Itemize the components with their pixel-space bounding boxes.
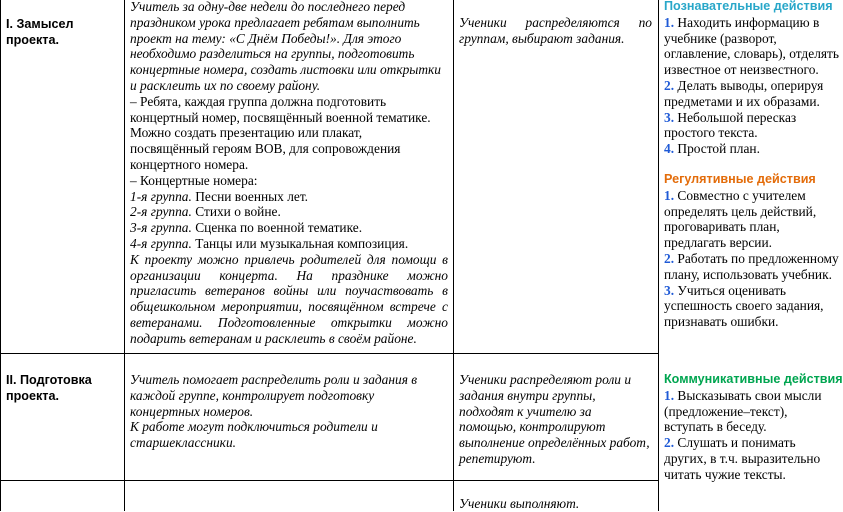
- row-divider: [0, 480, 659, 481]
- text-line: задания внутри группы,: [459, 387, 596, 403]
- outcome-line: [664, 435, 824, 451]
- text-line: старшеклассники.: [130, 435, 236, 451]
- outcome-line: [664, 388, 824, 404]
- parents-note: [130, 252, 448, 347]
- stage-1-title: [6, 16, 121, 48]
- outcome-text: Работать по предложенному: [677, 250, 839, 266]
- text-line: Ученики распределяют роли и: [459, 372, 632, 387]
- group-item: [130, 220, 448, 236]
- stage-1-students-activity: [459, 15, 652, 47]
- students-line: Ученики выполняют.: [459, 496, 580, 511]
- outcome-text: простого текста.: [664, 125, 758, 141]
- outcome-number: 3.: [664, 282, 675, 298]
- group-label: 2-я группа.: [130, 204, 192, 220]
- outcome-number: 4.: [664, 141, 675, 157]
- outcome-number: 3.: [664, 109, 675, 125]
- group-item: [130, 189, 448, 205]
- outcome-number: 1.: [664, 14, 675, 30]
- outcome-line: [664, 110, 824, 126]
- outcome-text: Находить информацию в: [677, 14, 820, 30]
- text-line: проект на тему: «С Днём Победы!». Для этого: [130, 30, 402, 46]
- text-line: праздником урока предлагает ребятам выполнить: [130, 14, 420, 30]
- outcome-number: 1.: [664, 387, 675, 403]
- text-line: помощью, контролируют: [459, 419, 606, 435]
- outcome-text: Простой план.: [677, 141, 760, 157]
- outcome-line: [664, 204, 824, 220]
- outcome-text: предметами и их образами.: [664, 93, 820, 109]
- outcome-number: 2.: [664, 435, 675, 451]
- row-divider: [0, 353, 659, 354]
- outcome-text: проговаривать план,: [664, 219, 780, 235]
- outcome-line: [664, 404, 824, 420]
- outcome-text: учебнике (разворот,: [664, 30, 777, 46]
- text-line: Учитель за одну-две недели до последнего перед: [130, 0, 406, 14]
- text-line: пригласить ветеранов войны или поучаствовать в: [130, 283, 448, 299]
- text-line: К проекту можно привлечь родителей для помощи в: [130, 251, 448, 267]
- outcome-text: известное от неизвестного.: [664, 62, 819, 78]
- outcome-text: предлагать версии.: [664, 235, 772, 251]
- outcome-line: [664, 31, 824, 47]
- outcome-text: Небольшой пересказ: [677, 109, 797, 125]
- outcome-text: Высказывать свои мысли: [677, 387, 822, 403]
- group-activity: Сценка по военной тематике.: [195, 220, 363, 236]
- outcome-text: плану, использовать учебник.: [664, 266, 832, 282]
- outcome-text: успешность своего задания,: [664, 298, 824, 314]
- text-line: каждой группе, контролирует подготовку: [130, 387, 375, 403]
- text-line: подарить ветеранам и расклеить в своём районе.: [130, 330, 417, 346]
- text-line: концертные номера, создать листовки или открытки: [130, 62, 441, 78]
- text-line: концертный номер, посвящённый военной тематике.: [130, 109, 431, 125]
- outcome-number: 1.: [664, 187, 675, 203]
- text-line: необходимо разделиться на группы, подготовить: [130, 46, 415, 62]
- outcome-text: Совместно с учителем: [677, 187, 806, 203]
- outcome-line: [664, 62, 824, 78]
- outcome-text: определять цель действий,: [664, 203, 817, 219]
- column-divider: [124, 0, 125, 511]
- communicative-heading: Коммуникативные действия: [664, 372, 843, 386]
- teacher-intro: [130, 0, 448, 94]
- outcome-line: [664, 141, 824, 157]
- text-line: выполнение определённых работ,: [459, 435, 650, 451]
- outcome-line: [664, 235, 824, 251]
- table-border-left: [0, 0, 1, 511]
- outcome-text: других, в т.ч. выразительно: [664, 450, 821, 466]
- outcome-text: вступать в беседу.: [664, 419, 767, 435]
- stage-1-teacher-activity: [130, 0, 448, 347]
- outcome-line: [664, 419, 824, 435]
- outcome-text: Слушать и понимать: [677, 435, 796, 451]
- text-line: – Ребята, каждая группа должна подготовить: [130, 93, 387, 109]
- spacer: [664, 157, 824, 172]
- text-line: общешкольном мероприятии, посвящённом встрече с: [130, 299, 448, 315]
- communicative-actions: [664, 372, 843, 483]
- cognitive-heading: Познавательные действия: [664, 0, 833, 13]
- stage-2-teacher-activity: [130, 372, 448, 451]
- text-line: – Концертные номера:: [130, 172, 258, 188]
- learning-outcomes: [664, 0, 839, 330]
- outcome-number: 2.: [664, 77, 675, 93]
- outcome-line: [664, 188, 824, 204]
- text-line: Можно создать презентацию или плакат,: [130, 125, 363, 141]
- outcome-text: признавать ошибки.: [664, 314, 779, 330]
- outcome-line: [664, 125, 824, 141]
- stage-1-title-line: проекта.: [6, 33, 59, 47]
- concert-groups-list: [130, 189, 448, 252]
- students-line: группам, выбирают задания.: [459, 30, 625, 46]
- column-divider: [658, 0, 659, 511]
- teacher-instructions: [130, 94, 448, 189]
- outcome-text: (предложение–текст),: [664, 403, 788, 419]
- stage-1-title-line: I. Замысел: [6, 17, 74, 31]
- cognitive-actions: [664, 0, 839, 157]
- outcome-line: [664, 250, 839, 267]
- outcome-line: [664, 298, 824, 314]
- text-line: Учитель помогает распределить роли и задания в: [130, 372, 418, 387]
- outcome-line: [664, 266, 832, 283]
- outcome-line: [664, 314, 824, 330]
- group-activity: Стихи о войне.: [195, 204, 281, 220]
- outcome-line: [664, 451, 824, 467]
- stage-2-title-line: проекта.: [6, 389, 59, 403]
- students-line: Ученики распределяются по: [459, 15, 652, 30]
- text-line: К работе могут подключиться родители и: [130, 419, 378, 435]
- group-label: 1-я группа.: [130, 188, 192, 204]
- outcome-line: [664, 94, 824, 110]
- stage-2-title-line: II. Подготовка: [6, 373, 92, 387]
- text-line: концертных номеров.: [130, 403, 254, 419]
- group-activity: Песни военных лет.: [195, 188, 309, 204]
- outcome-line: [664, 46, 839, 62]
- text-line: и расклеить их по своему району.: [130, 77, 321, 93]
- stage-2-title: [6, 372, 121, 404]
- group-label: 3-я группа.: [130, 220, 192, 236]
- text-line: посвящённый героям ВОВ, для сопровождения: [130, 141, 401, 157]
- stage-3-students-activity: [459, 496, 652, 512]
- outcome-number: 2.: [664, 250, 675, 266]
- text-line: подходят к учителю за: [459, 403, 592, 419]
- group-label: 4-я группа.: [130, 235, 192, 251]
- group-item: [130, 236, 448, 252]
- outcome-text: оглавление, словарь), отделять: [664, 46, 839, 62]
- outcome-line: [664, 467, 824, 483]
- text-line: концертного номера.: [130, 156, 249, 172]
- outcome-text: читать чужие тексты.: [664, 466, 786, 482]
- outcome-text: Делать выводы, оперируя: [677, 77, 824, 93]
- text-line: организации концерта. На празднике можно: [130, 267, 448, 283]
- outcome-line: [664, 283, 824, 299]
- column-divider: [453, 0, 454, 511]
- group-item: [130, 204, 448, 220]
- outcome-line: [664, 219, 824, 235]
- regulative-heading: Регулятивные действия: [664, 171, 816, 186]
- regulative-actions: [664, 171, 839, 330]
- outcome-line: [664, 78, 824, 94]
- outcome-line: [664, 15, 824, 31]
- text-line: ветеранами. Подготовленные открытки можно: [130, 314, 448, 330]
- stage-2-students-activity: [459, 372, 652, 467]
- outcome-text: Учиться оценивать: [677, 282, 787, 298]
- group-activity: Танцы или музыкальная композиция.: [195, 235, 409, 251]
- text-line: репетируют.: [459, 450, 536, 466]
